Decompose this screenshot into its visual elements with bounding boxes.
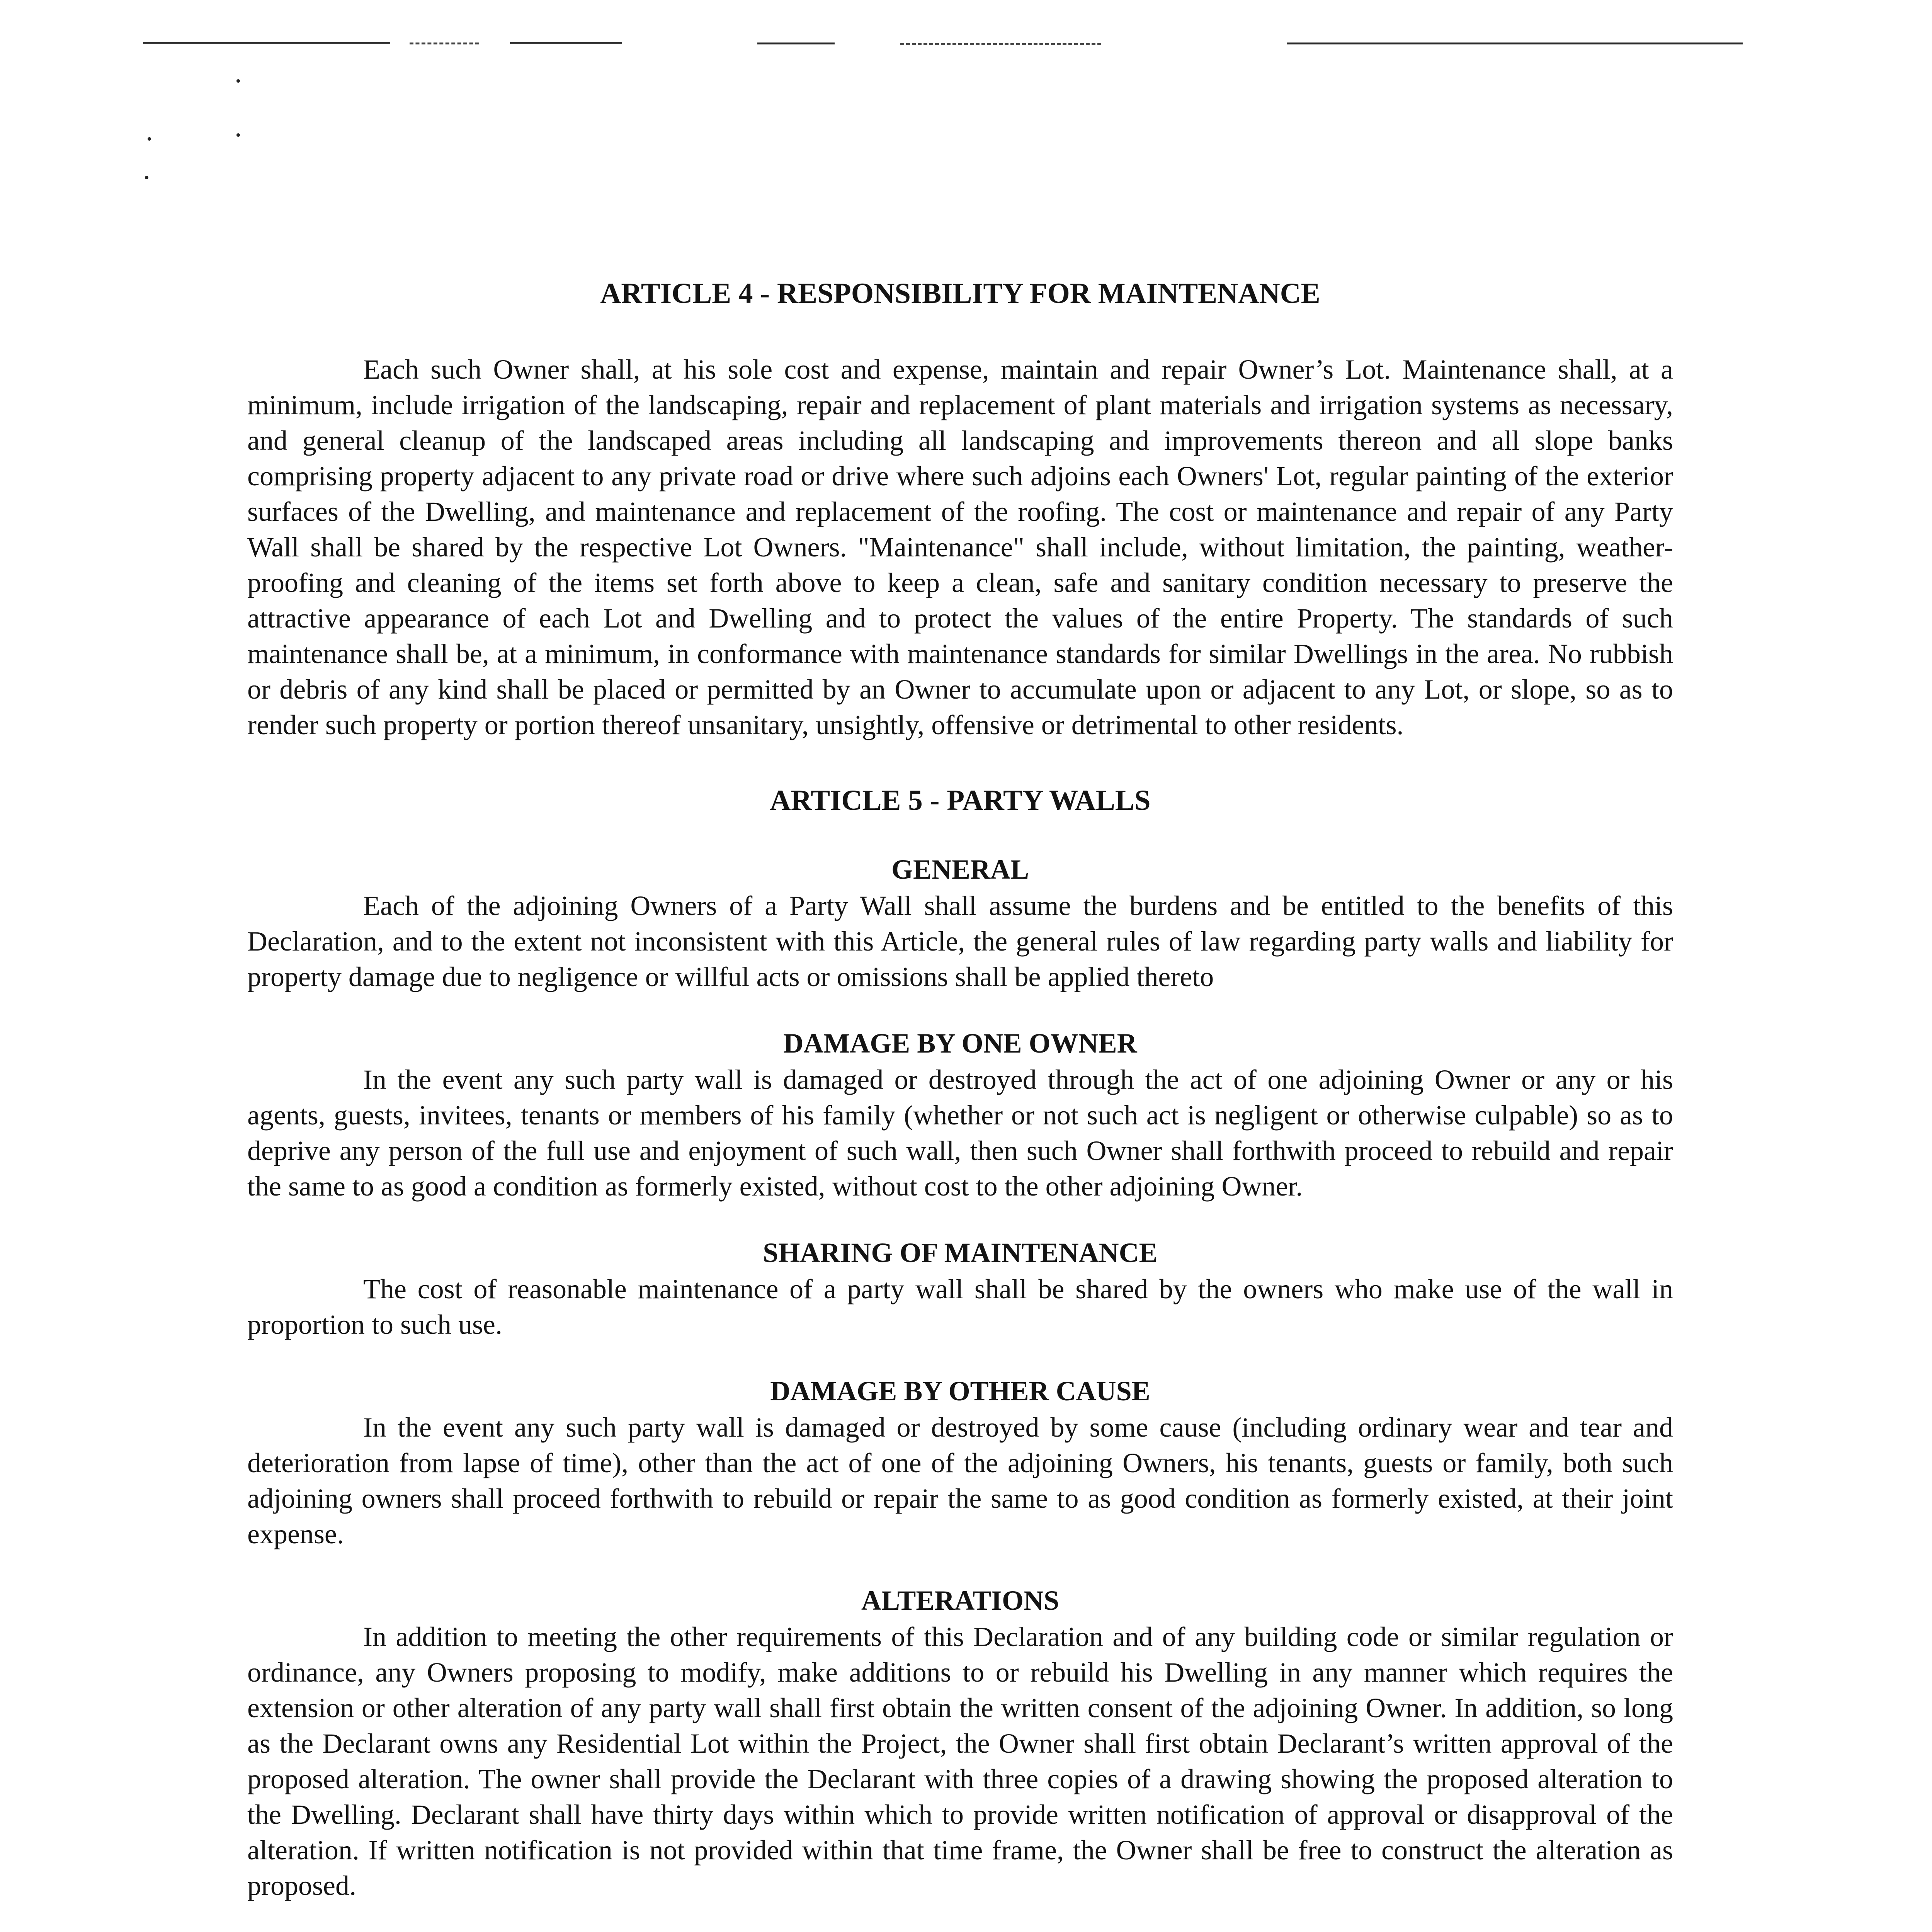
top-scan-line-6 [1287,43,1743,44]
damage-by-other-cause-heading: DAMAGE BY OTHER CAUSE [770,1376,1150,1406]
top-scan-line-1 [143,42,390,44]
scan-speck-1 [236,79,240,83]
sharing-of-maintenance-body: The cost of reasonable maintenance of a party wall shall be shared by the owners who make use of the wall in proportion to such use. [247,1274,1673,1340]
damage-by-other-cause-body: In the event any such party wall is damaged or destroyed by some cause (including ordinary wear and tear and deterioration from lapse of time), other than the act of one of the adjoining Owners, his tenants, guests or family, both such adjoining owners shall proceed forthwith to rebuild or repair the same to as good condition as formerly existed, at their joint expense. [247,1412,1673,1549]
general-body: Each of the adjoining Owners of a Party Wall shall assume the burdens and be entitled to the benefits of this Declaration, and to the extent not inconsistent with this Article, the general rules of law regarding party walls and liability for property damage due to negligence or willful acts or omissions shall be applied thereto [247,890,1673,992]
sharing-of-maintenance-heading: SHARING OF MAINTENANCE [763,1237,1158,1268]
scan-speck-4 [145,176,148,179]
top-scan-line-5 [900,43,1101,45]
scan-speck-3 [236,133,240,137]
general-heading: GENERAL [891,854,1029,885]
scan-speck-2 [148,137,151,141]
top-scan-line-3 [510,42,622,44]
article-5-heading: ARTICLE 5 - PARTY WALLS [770,784,1151,816]
alterations-body: In addition to meeting the other requirements of this Declaration and of any building code or similar regulation or ordinance, any Owners proposing to modify, make additions to or rebuild his Dwelling in any manner which requires the extension or other alteration of any party wall shall first obtain the written consent of the adjoining Owner. In addition, so long as the Declarant owns any Residential Lot within the Project, the Owner shall first obtain Declarant’s written approval of the proposed alteration. The owner shall provide the Declarant with three copies of a drawing showing the proposed alteration to the Dwelling. Declarant shall have thirty days within which to provide written notification of approval or disapproval of the alteration. If written notification is not provided within that time frame, the Owner shall be free to construct the alteration as proposed. [247,1621,1673,1901]
damage-by-one-owner-body: In the event any such party wall is damaged or destroyed through the act of one adjoining Owner or any or his agents, guests, invitees, tenants or members of his family (whether or not such act is negligent or otherwise culpable) so as to deprive any person of the full use and enjoyment of such wall, then such Owner shall forthwith proceed to rebuild and repair the same to as good a condition as formerly existed, without cost to the other adjoining Owner. [247,1064,1673,1202]
article-4-heading: ARTICLE 4 - RESPONSIBILITY FOR MAINTENANCE [600,277,1320,310]
document-body [247,274,1673,1903]
top-scan-line-4 [757,43,835,44]
article-4-body: Each such Owner shall, at his sole cost and expense, maintain and repair Owner’s Lot. Maintenance shall, at a minimum, include irrigation of the landscaping, repair and replacement of plant materials and irrigation systems as necessary, and general cleanup of the landscaped areas including all landscaping and improvements thereon and all slope banks comprising property adjacent to any private road or drive where such adjoins each Owners' Lot, regular painting of the exterior surfaces of the Dwelling, and maintenance and replacement of the roofing. The cost or maintenance and repair of any Party Wall shall be shared by the respective Lot Owners. "Maintenance" shall include, without limitation, the painting, weather-proofing and cleaning of the items set forth above to keep a clean, safe and sanitary condition necessary to preserve the attractive appearance of each Lot and Dwelling and to protect the values of the entire Property. The standards of such maintenance shall be, at a minimum, in conformance with maintenance standards for similar Dwellings in the area. No rubbish or debris of any kind shall be placed or permitted by an Owner to accumulate upon or adjacent to any Lot, or slope, so as to render such property or portion thereof unsanitary, unsightly, offensive or detrimental to other residents. [247,354,1673,740]
alterations-heading: ALTERATIONS [861,1585,1060,1616]
top-scan-line-2 [410,43,479,44]
damage-by-one-owner-heading: DAMAGE BY ONE OWNER [783,1028,1137,1059]
